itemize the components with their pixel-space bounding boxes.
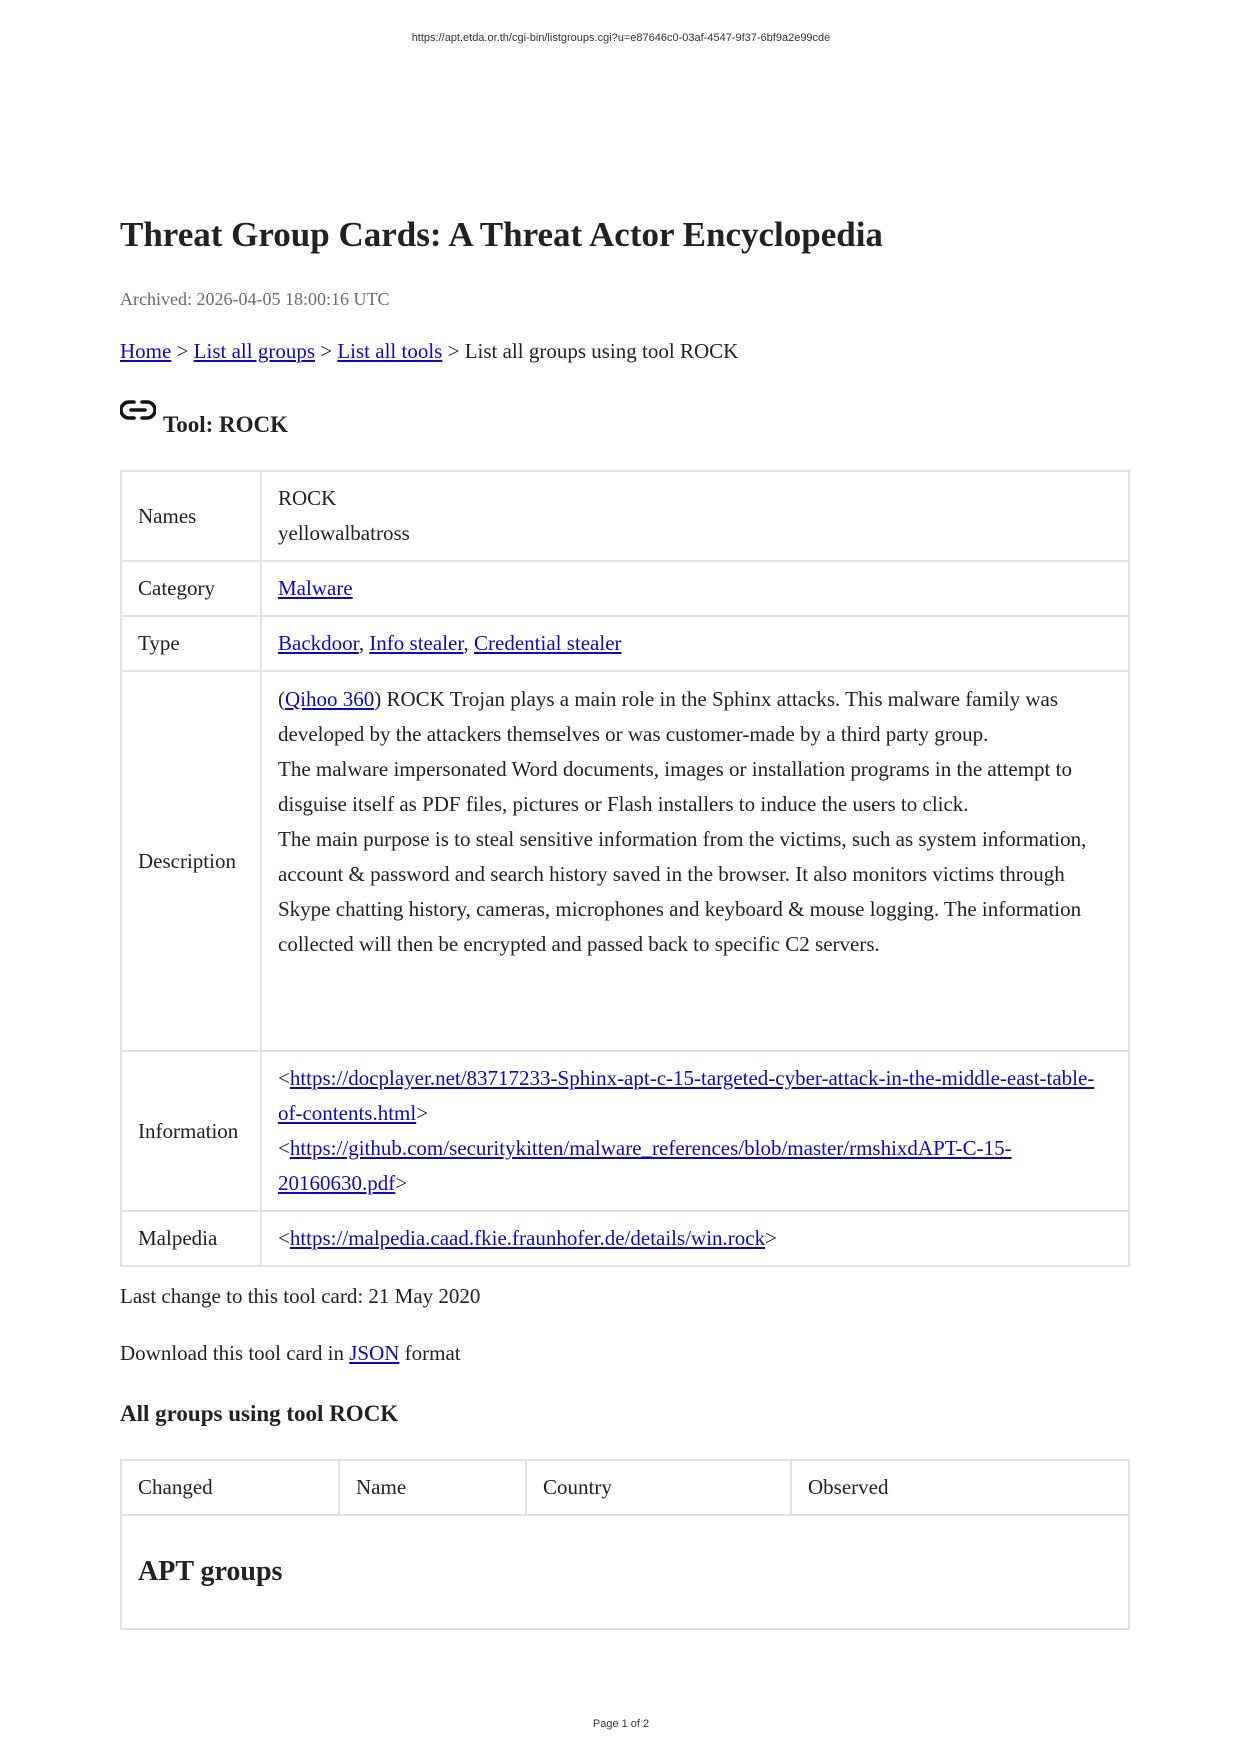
information-link[interactable]: https://docplayer.net/83717233-Sphinx-apt-c-15-targeted-cyber-attack-in-the-middle-east-table-of-contents.html	[278, 1066, 1095, 1125]
table-row-information	[121, 1051, 1129, 1211]
value-names	[261, 471, 1129, 561]
breadcrumb-groups-link[interactable]: List all groups	[193, 339, 315, 363]
groups-table-header	[121, 1460, 1129, 1515]
page-number: Page 1 of 2	[592, 1718, 650, 1730]
value-description	[261, 671, 1129, 1051]
category-link[interactable]: Malware	[278, 576, 353, 600]
description-paragraph: The main purpose is to steal sensitive information from the victims, such as system information, account & password and search history saved in the browser. It also monitors victims through Skype chatting history, cameras, microphones and keyboard & mouse logging. The information collected will then be encrypted and passed back to specific C2 servers.	[278, 827, 1087, 956]
breadcrumb-separator: >	[176, 339, 189, 363]
type-link-credential-stealer[interactable]: Credential stealer	[474, 631, 622, 655]
download-text: Download this tool card in JSON format	[120, 1341, 461, 1365]
name-item: ROCK	[278, 486, 337, 510]
description-paragraph: (Qihoo 360) ROCK Trojan plays a main role in the Sphinx attacks. This malware family was developed by the attackers themselves or was customer-made by a third party group.	[278, 687, 1059, 746]
column-header-observed[interactable]: Observed	[791, 1460, 1129, 1515]
label-description: Description	[121, 671, 261, 1051]
link-icon[interactable]	[120, 396, 156, 424]
groups-table	[120, 1459, 1130, 1630]
type-link-info-stealer[interactable]: Info stealer	[369, 631, 464, 655]
information-item: <https://docplayer.net/83717233-Sphinx-apt-c-15-targeted-cyber-attack-in-the-middle-east-table-of-contents.html>	[278, 1066, 1095, 1125]
value-type	[261, 616, 1129, 671]
label-information: Information	[121, 1051, 261, 1211]
column-header-country[interactable]: Country	[526, 1460, 791, 1515]
label-category: Category	[121, 561, 261, 616]
last-change-text: Last change to this tool card: 21 May 2020	[120, 1284, 481, 1308]
groups-heading: All groups using tool ROCK	[120, 1401, 399, 1426]
information-link[interactable]: https://github.com/securitykitten/malware_references/blob/master/rmshixdAPT-C-15-20160630.pdf	[278, 1136, 1012, 1195]
value-information	[261, 1051, 1129, 1211]
type-separator: ,	[358, 631, 370, 655]
malpedia-link[interactable]: https://malpedia.caad.fkie.fraunhofer.de/details/win.rock	[289, 1226, 766, 1250]
breadcrumb-tools-link[interactable]: List all tools	[337, 339, 443, 363]
page-title: Threat Group Cards: A Threat Actor Encyclopedia	[120, 215, 883, 254]
breadcrumb	[120, 339, 738, 364]
table-row-type	[121, 616, 1129, 671]
column-header-changed[interactable]: Changed	[121, 1460, 339, 1515]
table-row-description	[121, 671, 1129, 1051]
tool-card-table	[120, 470, 1130, 1267]
breadcrumb-separator: >	[320, 339, 333, 363]
value-malpedia: <https://malpedia.caad.fkie.fraunhofer.de/details/win.rock>	[261, 1211, 1129, 1266]
apt-groups-section: APT groups	[121, 1515, 1129, 1629]
type-separator: ,	[463, 631, 475, 655]
breadcrumb-home-link[interactable]: Home	[120, 339, 172, 363]
page-url: https://apt.etda.or.th/cgi-bin/listgroups.cgi?u=e87646c0-03af-4547-9f37-6bf9a2e99cde	[411, 32, 831, 44]
name-item: yellowalbatross	[278, 521, 410, 545]
column-header-name[interactable]: Name	[339, 1460, 526, 1515]
description-paragraph: The malware impersonated Word documents, images or installation programs in the attempt to disguise itself as PDF files, pictures or Flash installers to induce the users to click.	[278, 757, 1072, 816]
source-link[interactable]: Qihoo 360	[285, 687, 375, 711]
archived-timestamp: Archived: 2026-04-05 18:00:16 UTC	[120, 289, 390, 309]
table-row-malpedia	[121, 1211, 1129, 1266]
json-download-link[interactable]: JSON	[349, 1341, 400, 1365]
type-link-backdoor[interactable]: Backdoor	[278, 631, 359, 655]
value-category	[261, 561, 1129, 616]
table-row-category	[121, 561, 1129, 616]
label-type: Type	[121, 616, 261, 671]
table-row-names	[121, 471, 1129, 561]
label-malpedia: Malpedia	[121, 1211, 261, 1266]
groups-section-row	[121, 1515, 1129, 1629]
information-item: <https://github.com/securitykitten/malware_references/blob/master/rmshixdAPT-C-15-20160630.pdf>	[278, 1136, 1012, 1195]
breadcrumb-separator: >	[447, 339, 460, 363]
label-names: Names	[121, 471, 261, 561]
tool-heading-label: Tool: ROCK	[163, 412, 289, 437]
breadcrumb-current: List all groups using tool ROCK	[464, 339, 739, 363]
